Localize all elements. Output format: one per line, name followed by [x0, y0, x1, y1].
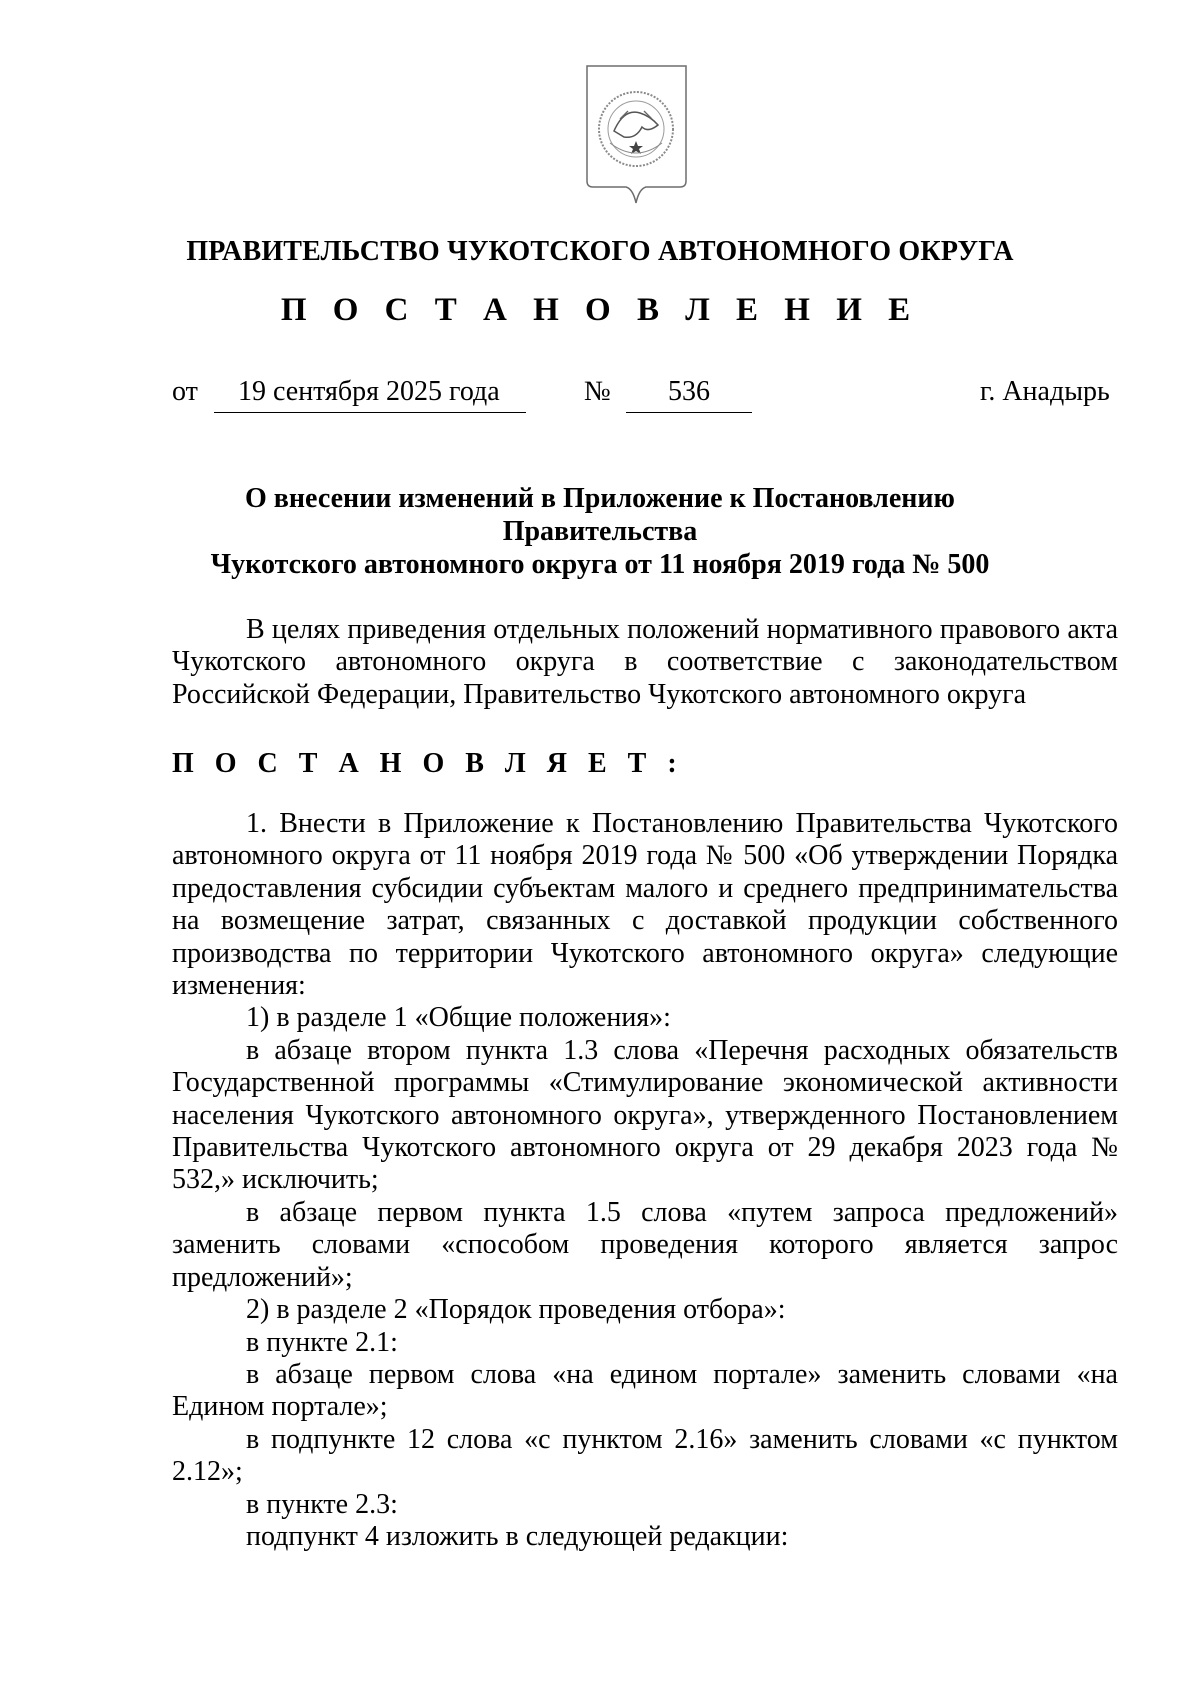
- decree-body: [172, 808, 1118, 1553]
- number-underline: [626, 412, 752, 413]
- paragraph-point-2-1: в пункте 2.1:: [246, 1326, 398, 1358]
- paragraph-subitem-1: 1) в разделе 1 «Общие положения»:: [246, 1002, 671, 1034]
- document-number: 536: [668, 376, 710, 407]
- preamble-section: [172, 614, 1118, 711]
- government-title: ПРАВИТЕЛЬСТВО ЧУКОТСКОГО АВТОНОМНОГО ОКРУГА: [186, 236, 1014, 267]
- paragraph-clause-1-3: в абзаце втором пункта 1.3 слова «Перечня расходных обязательств Государственной программы «Стимулирование экономической активности населения Чукотского автономного округа», утвержденного Постановлением Правительства Чукотского автономного округа от 29 декабря 2023 года № 532,» исключить;: [172, 1034, 1118, 1196]
- subject-line-1: О внесении изменений в Приложение к Постановлению Правительства: [245, 483, 955, 547]
- decree-heading: П О С Т А Н О В Л Я Е Т :: [172, 748, 684, 779]
- city-name: г. Анадырь: [980, 376, 1110, 407]
- paragraph-item-1: 1. Внести в Приложение к Постановлению Правительства Чукотского автономного округа от 11 ноября 2019 года № 500 «Об утверждении Порядка предоставления субсидии субъектам малого и среднего предпринимательства на возмещение затрат, связанных с доставкой продукции собственного производства по территории Чукотского автономного округа» следующие изменения:: [172, 808, 1118, 1002]
- document-subject: [150, 482, 1050, 581]
- paragraph-point-2-3: в пункте 2.3:: [246, 1488, 398, 1520]
- coat-of-arms-emblem: [584, 63, 689, 211]
- from-label: от: [172, 376, 198, 407]
- subject-line-2: Чукотского автономного округа от 11 ноября 2019 года № 500: [210, 549, 990, 580]
- document-date: 19 сентября 2025 года: [238, 376, 500, 407]
- date-underline: [214, 412, 526, 413]
- paragraph-subpoint-4: подпункт 4 изложить в следующей редакции:: [246, 1520, 789, 1552]
- preamble-paragraph: В целях приведения отдельных положений нормативного правового акта Чукотского автономного округа в соответствие с законодательством Российской Федерации, Правительство Чукотского автономного округа: [172, 614, 1118, 710]
- number-label: №: [584, 376, 611, 407]
- document-type-title: П О С Т А Н О В Л Е Н И Е: [280, 292, 920, 328]
- paragraph-first-abzac: в абзаце первом слова «на едином портале» заменить словами «на Едином портале»;: [172, 1358, 1118, 1423]
- document-meta-row: [0, 372, 1200, 416]
- paragraph-subitem-2: 2) в разделе 2 «Порядок проведения отбора»:: [246, 1294, 786, 1326]
- paragraph-subpoint-12: в подпункте 12 слова «с пунктом 2.16» заменить словами «с пунктом 2.12»;: [172, 1423, 1118, 1488]
- paragraph-clause-1-5: в абзаце первом пункта 1.5 слова «путем запроса предложений» заменить словами «способом проведения которого является запрос предложений»;: [172, 1196, 1118, 1293]
